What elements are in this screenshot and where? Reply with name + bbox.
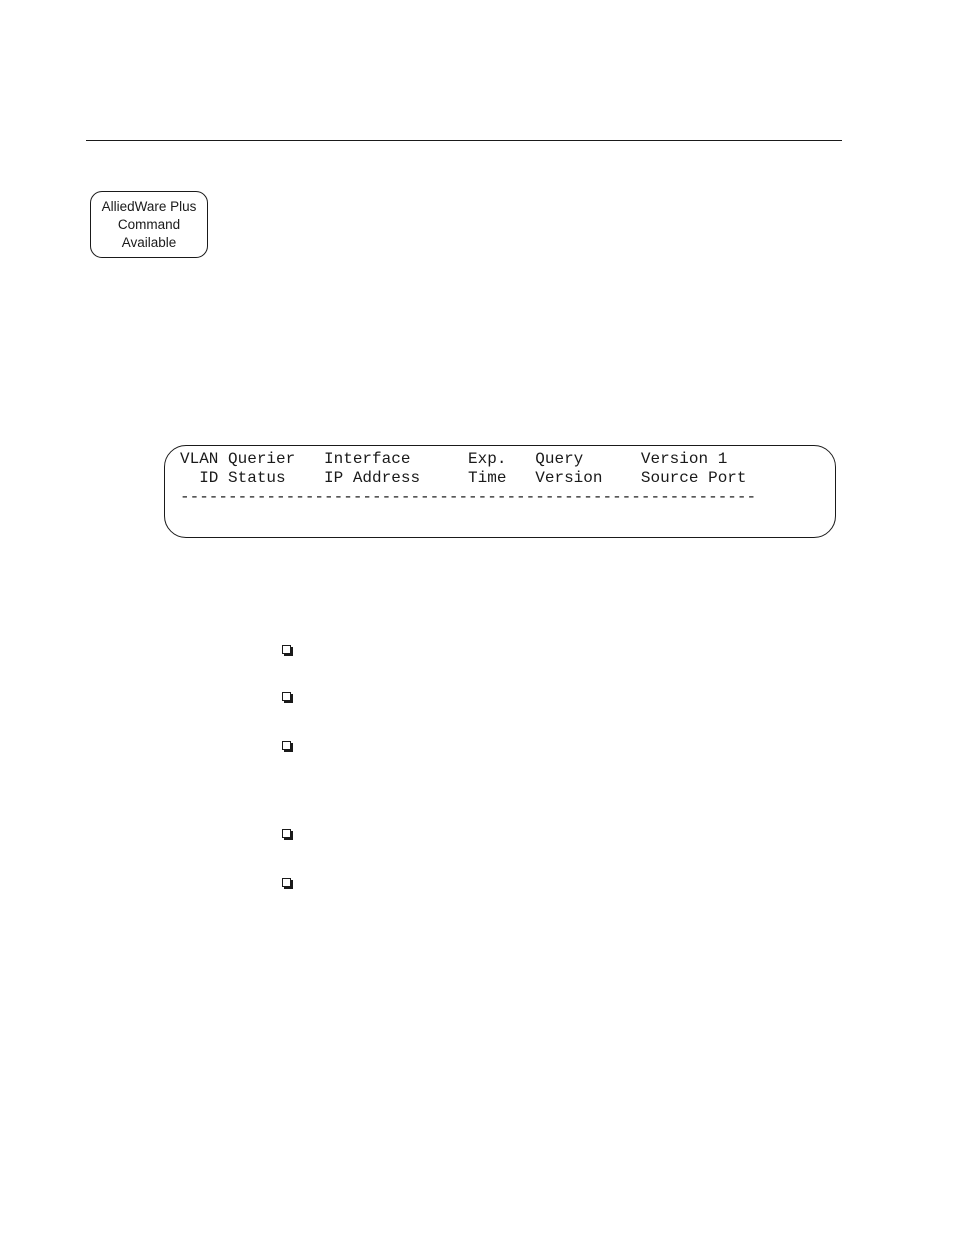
checkbox-bullet-icon [282, 692, 291, 701]
checkbox-bullet-icon [282, 829, 291, 838]
badge-line-3: Available [121, 234, 177, 250]
checkbox-bullet-icon [282, 741, 291, 750]
badge-line-1: AlliedWare Plus [101, 198, 197, 214]
checkbox-bullet-icon [282, 645, 291, 654]
badge-line-2: Command [117, 216, 181, 232]
checkbox-bullet-icon [282, 878, 291, 887]
header-rule [86, 140, 842, 141]
output-separator: ------------------------------------------------------------ [180, 488, 757, 506]
alliedware-plus-badge [90, 191, 208, 258]
output-header-line-1: VLAN Querier Interface Exp. Query Version 1 [180, 450, 728, 468]
output-header-line-2: ID Status IP Address Time Version Source Port [180, 469, 747, 487]
